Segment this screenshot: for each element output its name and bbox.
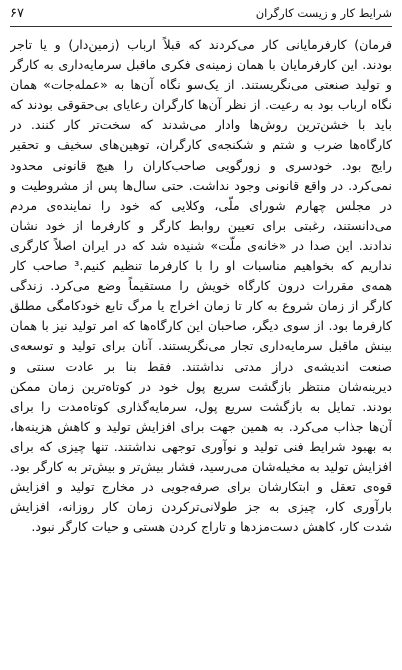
body-text xyxy=(10,35,392,537)
text-line: بارآوری کار، چیزی به جز طولانی‌ترکردن زمان کار روزانه، افزایش xyxy=(10,499,392,515)
text-line: و تولید صنعتی می‌نگریستند. از یک‌سو نگاه آن‌ها به «عمله‌جات» همان xyxy=(10,77,392,93)
text-line: قوه‌ی تعقل و ابتکارشان برای صرفه‌جویی در مخارج تولید و افزایش xyxy=(10,479,392,495)
text-line: افزایش تولید به مخیله‌شان می‌رسید، فشار بیش‌تر و بیش‌تر به کارگر بود. xyxy=(10,458,392,474)
text-line: در مجلس چهارم شورای ملّی، وکلایی که خود را نماینده‌ی مردم xyxy=(10,197,392,213)
text-line: نمی‌کرد. در واقع قانونی وجود نداشت. حتی سال‌ها پس از مشروطیت و xyxy=(10,177,392,193)
text-line: باید با خشن‌ترین روش‌ها وادار می‌شدند که سخت‌تر کار کنند. در xyxy=(10,117,392,133)
text-line: بودند. این کارفرمایان با همان زمینه‌ی فکری ماقبل سرمایه‌داری به کارگر xyxy=(10,57,392,73)
text-line: به بهبود شرایط فنی تولید و نوآوری توجهی نداشتند. تنها چیزی که برای xyxy=(10,438,392,454)
running-title: شرایط کار و زیست کارگران xyxy=(255,6,392,20)
text-line: صنعت اندیشه‌ی دراز مدتی نداشتند. فقط بنا بر عادت سنتی و xyxy=(10,358,392,374)
text-line: بینش ماقبل سرمایه‌داری تجار می‌نگریستند. آنان برای تولید و توسعه‌ی xyxy=(10,338,392,354)
text-line: رایج بود. خودسری و زورگویی صاحب‌کاران را هیچ قانونی محدود xyxy=(10,157,392,173)
text-line: شدت کار، کاهش دست‌مزدها و تاراج کردن هستی و حیات کارگر نبود. xyxy=(31,519,392,535)
page-number: ۶۷ xyxy=(10,5,24,21)
text-line: بودند. تمایل به بازگشت سریع پول، سرمایه‌گذاری کوتاه‌مدت را برای xyxy=(10,398,392,414)
text-line: آن‌ها جذاب می‌کرد. به همین جهت برای افزایش تولید و کاهش هزینه‌ها، xyxy=(10,418,392,434)
running-header xyxy=(10,0,392,27)
text-line: کارگاه‌ها ضرب و شتم و شکنجه‌ی کارگران، توهین‌های سخیف و تحقیر xyxy=(10,137,392,153)
text-line: کارفرما بود. از سوی دیگر، صاحبان این کارگاه‌ها که امر تولید نیز با همان xyxy=(10,318,392,334)
text-line: همه‌ی مقررات درون کارگاه خویش را مستقیماً وضع می‌کرد. زندگی xyxy=(10,278,392,294)
text-line: کارگر از زمان شروع به کار تا زمان اخراج یا مرگ تابع خودکامگی مطلق xyxy=(10,298,392,314)
text-line: نگاه ارباب بود به رعیت. از نظر آن‌ها کارگران رعایای بی‌حقوقی بودند که xyxy=(10,97,392,113)
text-line: فرمان) کارفرمایانی کار می‌کردند که قبلاً ارباب (زمین‌دار) و یا تاجر xyxy=(10,37,392,52)
text-line: ندادند. این صدا در «خانه‌ی ملّت» شنیده شد که در ایران اصلاً کارگری xyxy=(10,237,392,253)
text-line: دیرینه‌شان منتظر بازگشت سریع پول خود در کوتاه‌ترین زمان ممکن xyxy=(10,378,392,394)
text-line: نداریم که بخواهیم مناسبات او را با کارفرما تنظیم کنیم.³ صاحب کار xyxy=(10,258,392,274)
text-line: می‌دانستند، رغبتی برای تعیین روابط کارگر و کارفرما از خود نشان xyxy=(10,217,392,233)
